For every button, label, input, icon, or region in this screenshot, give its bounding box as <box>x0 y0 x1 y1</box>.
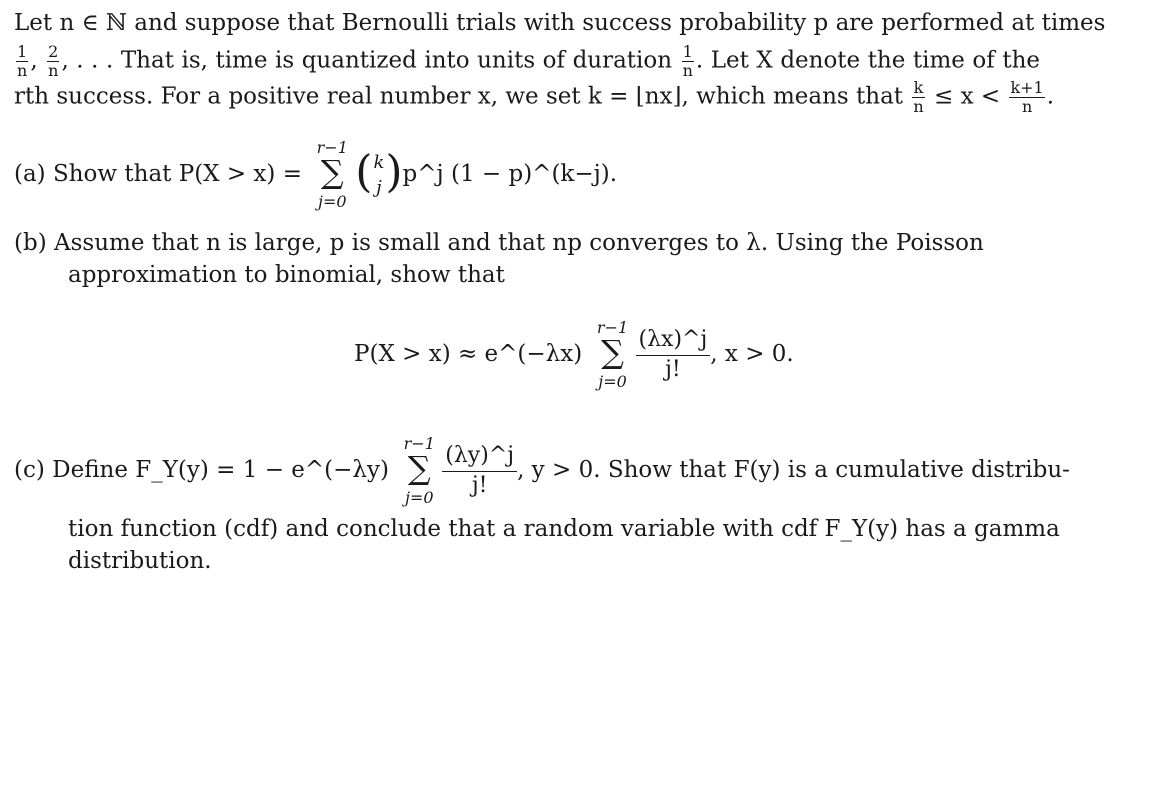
fraction-unit: $\frac{1}{n}$ <box>682 42 693 80</box>
part-c-label: (c) <box>14 457 45 483</box>
summation-b: r−1 ∑ j=0 <box>596 318 629 391</box>
part-b-text: Assume that n is large, p is small and that np converges to λ. Using the Poisson <box>53 230 984 256</box>
fraction-2-over-n: $\frac{2}{n}$ <box>48 42 59 80</box>
part-c-line-1 <box>14 436 1070 506</box>
fraction-gamma-term: $\frac{(\lambda y)\^{}j}{j!}$ <box>442 444 517 497</box>
part-b-line-2: approximation to binomial, show that <box>68 262 505 288</box>
comma: , <box>30 47 38 74</box>
binomial-coefficient: (k j) <box>355 146 403 198</box>
fraction-poisson-term: $\frac{(\lambda x)\^{}j}{j!}$ <box>636 328 711 381</box>
part-b-line-1 <box>14 232 984 255</box>
part-a-label: (a) <box>14 161 46 187</box>
intro-line-3 <box>14 80 1054 115</box>
ellipsis: , . . . <box>61 47 114 74</box>
intro-line-3-mid: ≤ x < <box>934 83 1001 110</box>
part-a <box>14 140 617 210</box>
part-b-formula <box>354 320 794 390</box>
summation-a: r−1 ∑ j=0 <box>316 138 348 211</box>
fraction-k-over-n: $\frac{k}{n}$ <box>913 78 924 116</box>
part-c-line-2: tion function (cdf) and conclude that a random variable with cdf F_Y(y) has a gamma <box>68 516 1060 542</box>
fraction-1-over-n: $\frac{1}{n}$ <box>17 42 28 80</box>
part-c-rest: , y > 0. Show that F(y) is a cumulative distribu- <box>517 457 1070 483</box>
fraction-k1-over-n: $\frac{k+1}{n}$ <box>1010 78 1044 116</box>
part-b-label: (b) <box>14 230 47 256</box>
problem-document <box>14 0 1106 786</box>
intro-line-2-end: . Let X denote the time of the <box>695 47 1040 74</box>
part-c-lhs: Define F_Y(y) = 1 − e^(−λy) <box>52 457 389 483</box>
intro-line-3-end: . <box>1046 83 1055 110</box>
intro-line-2-text: That is, time is quantized into units of duration <box>120 47 673 74</box>
intro-line-3-start: rth success. For a positive real number x, we set k = ⌊nx⌋, which means that <box>14 83 904 110</box>
part-b-condition: , x > 0. <box>710 341 794 367</box>
intro-line-2 <box>14 44 1040 79</box>
part-a-text: Show that P(X > x) = <box>52 161 302 187</box>
part-a-after: p^j (1 − p)^(k−j). <box>402 161 618 187</box>
summation-c: r−1 ∑ j=0 <box>403 434 435 507</box>
intro-line-1: Let n ∈ ℕ and suppose that Bernoulli trials with success probability p are performed at times <box>14 10 1106 36</box>
part-c-line-3: distribution. <box>68 548 212 574</box>
part-b-formula-lhs: P(X > x) ≈ e^(−λx) <box>354 341 583 367</box>
